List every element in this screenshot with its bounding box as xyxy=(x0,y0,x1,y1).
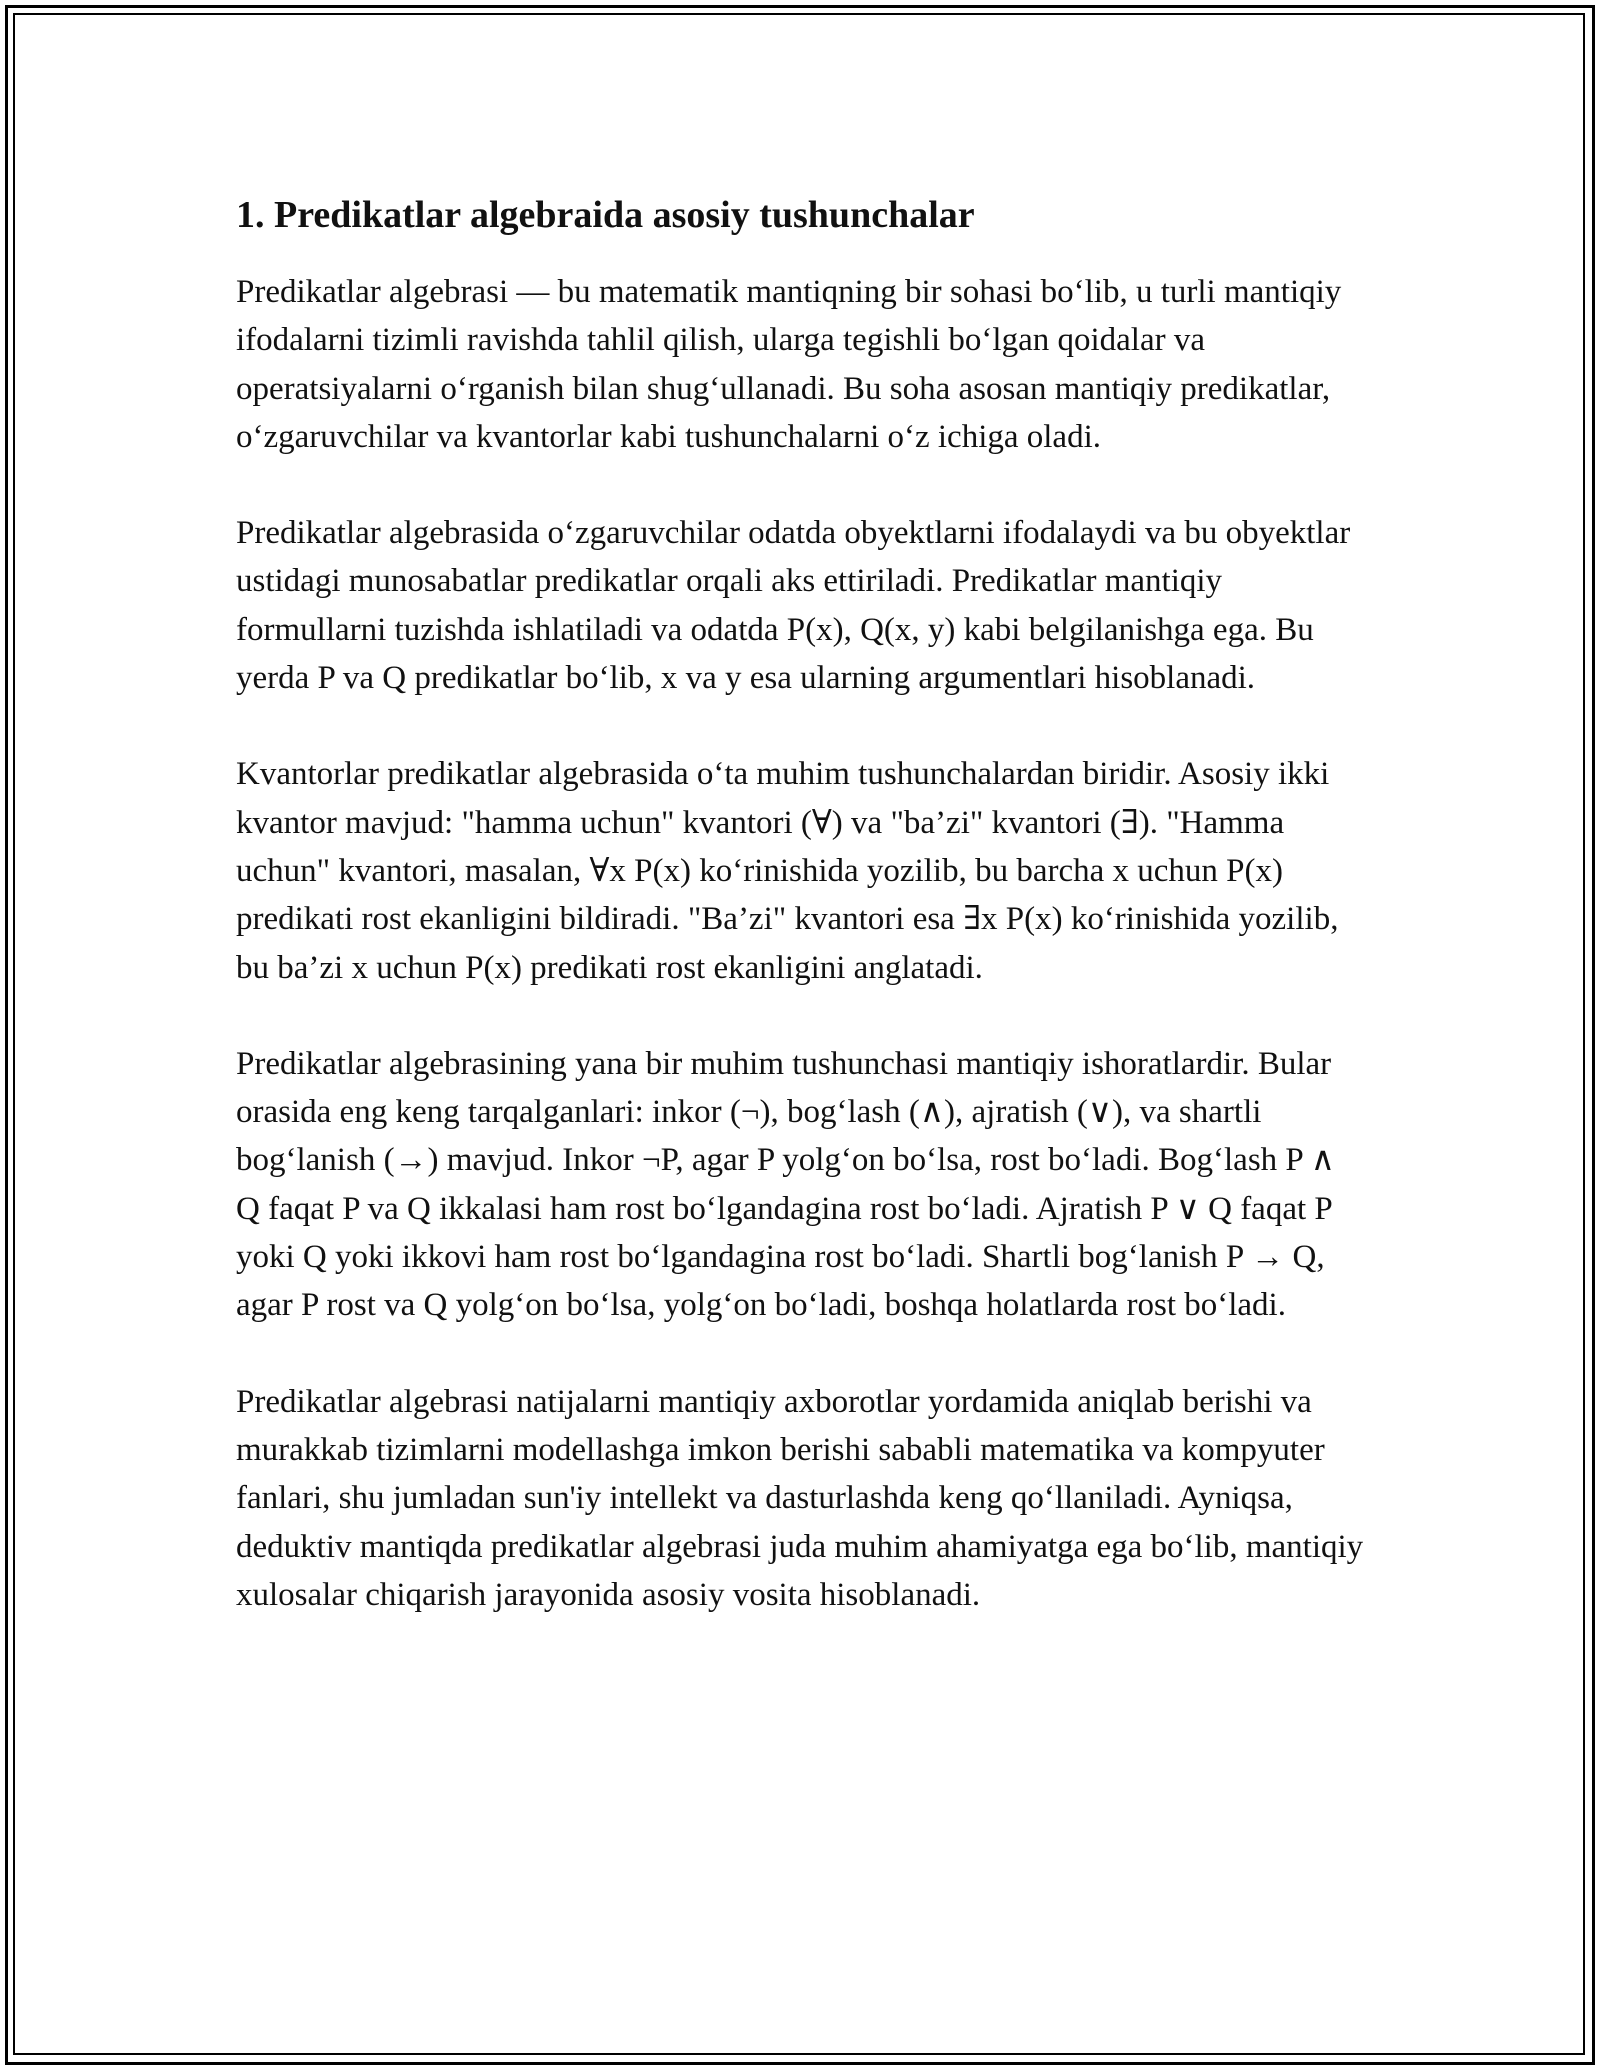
paragraph-applications: Predikatlar algebrasi natijalarni mantiqiy axborotlar yordamida aniqlab berishi va murakkab tizimlarni modellashga imkon berishi sababli matematika va kompyuter fanlari, shu jumladan sun'iy intellekt va dasturlashda keng qo‘llaniladi. Ayniqsa, deduktiv mantiqda predikatlar algebrasi juda muhim ahamiyatga ega bo‘lib, mantiqiy xulosalar chiqarish jarayonida asosiy vosita hisoblanadi. xyxy=(236,1383,1364,1613)
paragraph-variables: Predikatlar algebrasida o‘zgaruvchilar odatda obyektlarni ifodalaydi va bu obyektlar ustidagi munosabatlar predikatlar orqali aks ettiriladi. Predikatlar mantiqiy formullarni tuzishda ishlatiladi va odatda P(x), Q(x, y) kabi belgilanishga ega. Bu yerda P va Q predikatlar bo‘lib, x va y esa ularning argumentlari hisoblanadi. xyxy=(236,515,1351,697)
paragraph-intro: Predikatlar algebrasi — bu matematik mantiqning bir sohasi bo‘lib, u turli mantiqiy ifodalarni tizimli ravishda tahlil qilish, ularga tegishli bo‘lgan qoidalar va operatsiyalarni o‘rganish bilan shug‘ullanadi. Bu soha asosan mantiqiy predikatlar, o‘zgaruvchilar va kvantorlar kabi tushunchalarni o‘z ichiga oladi. xyxy=(236,274,1342,455)
section-heading: 1. Predikatlar algebraida asosiy tushunchalar xyxy=(236,194,975,236)
paragraph-quantifiers: Kvantorlar predikatlar algebrasida o‘ta muhim tushunchalardan biridir. Asosiy ikki kvantor mavjud: "hamma uchun" kvantori (∀) va "ba’zi" kvantori (∃). "Hamma uchun" kvantori, masalan, ∀x P(x) ko‘rinishida yozilib, bu barcha x uchun P(x) predikati rost ekanligini bildiradi. "Ba’zi" kvantori esa ∃x P(x) ko‘rinishida yozilib, bu ba’zi x uchun P(x) predikati rost ekanligini anglatadi. xyxy=(236,756,1339,986)
document-body xyxy=(236,186,1366,1619)
paragraph-connectives: Predikatlar algebrasining yana bir muhim tushunchasi mantiqiy ishoratlardir. Bular orasida eng keng tarqalganlari: inkor (¬), bog‘lash (∧), ajratish (∨), va shartli bog‘lanish (→) mavjud. Inkor ¬P, agar P yolg‘on bo‘lsa, rost bo‘ladi. Bog‘lash P ∧ Q faqat P va Q ikkalasi ham rost bo‘lgandagina rost bo‘ladi. Ajratish P ∨ Q faqat P yoki Q yoki ikkovi ham rost bo‘lgandagina rost bo‘ladi. Shartli bog‘lanish P → Q, agar P rost va Q yolg‘on bo‘lsa, yolg‘on bo‘ladi, boshqa holatlarda rost bo‘ladi. xyxy=(236,1045,1335,1324)
